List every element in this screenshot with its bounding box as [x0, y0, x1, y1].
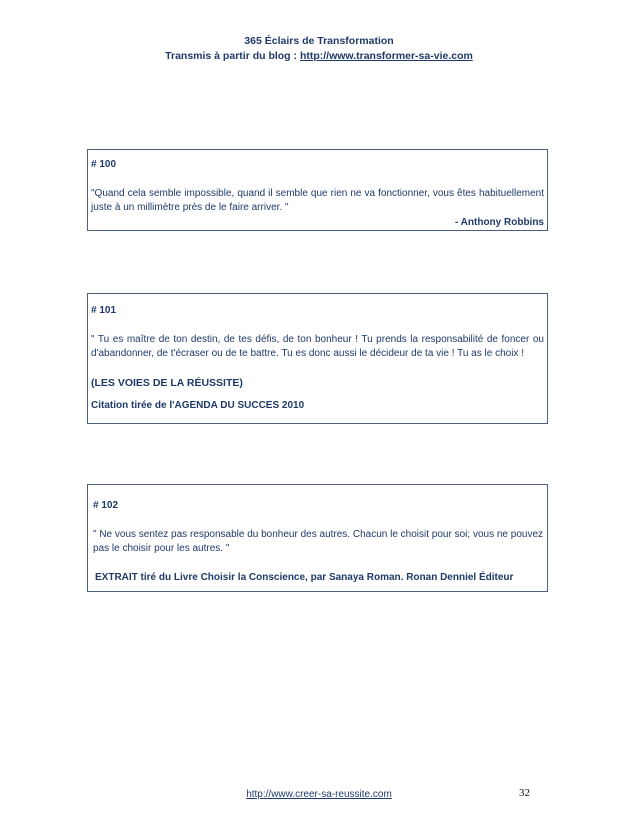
entry-quote: "Quand cela semble impossible, quand il semble que rien ne va fonctionner, vous êtes habituellement juste à un millimètre près de le faire arriver. " [91, 187, 544, 213]
entry-citation: Citation tirée de l'AGENDA DU SUCCES 2010 [91, 400, 305, 411]
entry-number: # 100 [91, 159, 117, 170]
quote-box-101 [87, 293, 548, 424]
quote-box-102 [87, 484, 548, 592]
header-subtitle-prefix: Transmis à partir du blog : [165, 50, 300, 62]
entry-source: EXTRAIT tiré du Livre Choisir la Conscience, par Sanaya Roman. Ronan Denniel Éditeur [95, 571, 514, 583]
page-header [0, 34, 638, 64]
entry-source: (LES VOIES DE LA RÉUSSITE) [91, 376, 243, 389]
quote-box-100 [87, 149, 548, 231]
page-number: 32 [519, 787, 530, 799]
entry-quote: " Ne vous sentez pas responsable du bonheur des autres. Chacun le choisit pour soi; vous ne pouvez pas le choisir pour les autres. " [93, 528, 543, 554]
entry-author: - Anthony Robbins [454, 216, 544, 228]
header-subtitle [0, 49, 638, 64]
entry-number: # 102 [93, 500, 119, 511]
entry-number: # 101 [91, 305, 117, 316]
footer-link[interactable]: http://www.creer-sa-reussite.com [246, 789, 392, 800]
entry-quote: " Tu es maître de ton destin, de tes défis, de ton bonheur ! Tu prends la responsabilité de foncer ou d'abandonner, de t'écraser ou de te battre. Tu es donc aussi le décideur de ta vie ! Tu as le choix ! [91, 333, 544, 359]
blog-link[interactable]: http://www.transformer-sa-vie.com [299, 50, 473, 62]
header-title: 365 Éclairs de Transformation [244, 35, 394, 47]
footer [0, 789, 638, 800]
